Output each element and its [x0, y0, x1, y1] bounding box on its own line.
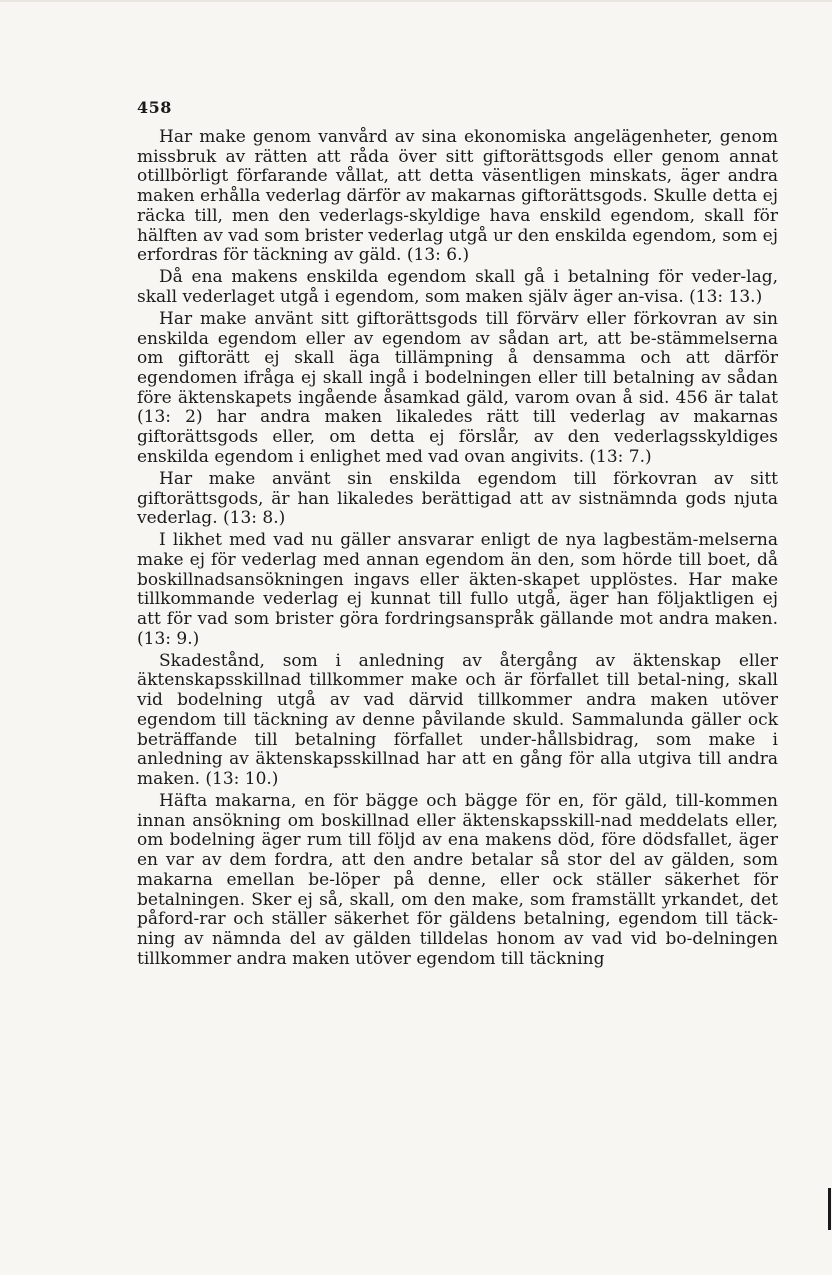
- paragraph: I likhet med vad nu gäller ansvarar enligt de nya lagbestäm-melserna make ej för vederlag med annan egendom än den, som hörde till boet, då boskillnadsansökningen ingavs eller äkten-skapet upplöstes. Har make tillkommande vederlag ej kunnat till fullo utgå, äger han följaktligen ej att för vad som brister göra fordringsanspråk gällande mot andra maken. (13: 9.): [137, 530, 778, 649]
- page-top-edge: [0, 0, 832, 2]
- page-number: 458: [137, 98, 172, 117]
- paragraph: Skadestånd, som i anledning av återgång av äktenskap eller äktenskapsskillnad tillkommer make och är förfallet till betal-ning, skall vid bodelning utgå av vad därvid tillkommer andra maken utöver egendom till täckning av denne påvilande skuld. Sammalunda gäller ock beträffande till betalning förfallet under-hållsbidrag, som make i anledning av äktenskapsskillnad har att en gång för alla utgiva till andra maken. (13: 10.): [137, 650, 778, 789]
- page-edge-mark: [828, 1188, 831, 1230]
- paragraph: Har make använt sin enskilda egendom till förkovran av sitt giftorättsgods, är han likaledes berättigad att av sistnämnda gods njuta vederlag. (13: 8.): [137, 468, 778, 529]
- paragraph: Häfta makarna, en för bägge och bägge för en, för gäld, till-kommen innan ansökning om boskillnad eller äktenskapsskill-nad meddelats eller, om bodelning äger rum till följd av ena makens död, före dödsfallet, äger en var av dem fordra, att den andre betalar så stor del av gälden, som makarna emellan be-löper på denne, eller ock ställer säkerhet för betalningen. Sker ej så, skall, om den make, som framställt yrkandet, det påford-rar och ställer säkerhet för gäldens betalning, egendom till täck-ning av nämnda del av gälden tilldelas honom av vad vid bo-delningen tillkommer andra maken utöver egendom till täckning: [137, 790, 778, 969]
- paragraph: Har make använt sitt giftorättsgods till förvärv eller förkovran av sin enskilda egendom eller av egendom av sådan art, att be-stämmelserna om giftorätt ej skall äga tillämpning å densamma och att därför egendomen ifråga ej skall ingå i bodelningen eller till betalning av sådan före äktenskapets ingående åsamkad gäld, varom ovan å sid. 456 är talat (13: 2) har andra maken likaledes rätt till vederlag av makarnas giftorättsgods eller, om detta ej förslår, av den vederlagsskyldiges enskilda egendom i enlighet med vad ovan angivits. (13: 7.): [137, 308, 778, 467]
- paragraph: Har make genom vanvård av sina ekonomiska angelägenheter, genom missbruk av rätten att råda över sitt giftorättsgods eller genom annat otillbörligt förfarande vållat, att detta väsentligen minskats, äger andra maken erhålla vederlag därför av makarnas giftorättsgods. Skulle detta ej räcka till, men den vederlags-skyldige hava enskild egendom, skall för hälften av vad som brister vederlag utgå ur den enskilda egendom, som ej erfordras för täckning av gäld. (13: 6.): [137, 127, 779, 266]
- body-text: [137, 128, 778, 972]
- paragraph: Då ena makens enskilda egendom skall gå i betalning för veder-lag, skall vederlaget utgå i egendom, som maken själv äger an-visa. (13: 13.): [137, 267, 778, 307]
